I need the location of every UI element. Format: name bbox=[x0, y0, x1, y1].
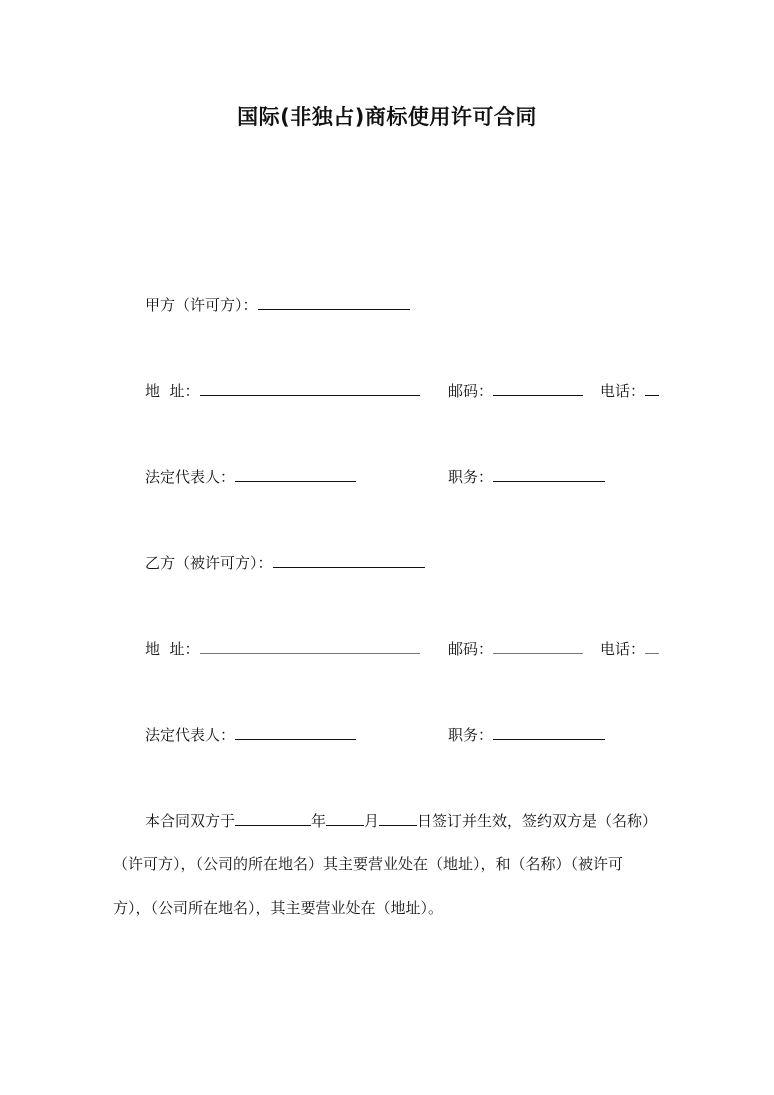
preamble-start: 本合同双方于 bbox=[145, 812, 236, 830]
party-a-position-blank[interactable] bbox=[493, 467, 605, 482]
party-b-row bbox=[145, 553, 425, 573]
party-b-postcode-label: 邮码： bbox=[448, 640, 494, 658]
preamble-line-2: （许可方），（公司的所在地名）其主要营业处在（地址），和（名称）（被许可 bbox=[113, 855, 624, 873]
party-b-rep-label: 法定代表人： bbox=[145, 726, 236, 744]
party-b-phone-label: 电话： bbox=[600, 640, 646, 658]
preamble-line-3: 方），（公司所在地名），其主要营业处在（地址）。 bbox=[113, 899, 444, 917]
party-a-postcode-label: 邮码： bbox=[448, 382, 494, 400]
party-b-postcode bbox=[448, 639, 583, 659]
preamble-line-1 bbox=[145, 811, 657, 831]
party-a-row bbox=[145, 295, 410, 315]
party-b-name-blank[interactable] bbox=[273, 553, 425, 568]
date-year-blank[interactable] bbox=[235, 811, 311, 826]
party-b-rep-blank[interactable] bbox=[235, 725, 356, 740]
party-a-rep-row bbox=[145, 467, 356, 487]
party-a-address-label: 地 址： bbox=[145, 382, 200, 400]
party-a-phone bbox=[600, 381, 659, 401]
party-a-phone-label: 电话： bbox=[600, 382, 646, 400]
party-a-address-row bbox=[145, 381, 420, 401]
party-a-position bbox=[448, 467, 605, 487]
party-b-label: 乙方（被许可方）： bbox=[145, 554, 273, 572]
party-a-postcode-blank[interactable] bbox=[493, 381, 583, 396]
party-b-address-blank[interactable] bbox=[200, 639, 420, 654]
party-a-name-blank[interactable] bbox=[258, 295, 410, 310]
party-b-rep-row bbox=[145, 725, 356, 745]
party-a-address-blank[interactable] bbox=[200, 381, 420, 396]
party-b-position-blank[interactable] bbox=[493, 725, 605, 740]
party-b-phone-blank[interactable] bbox=[645, 639, 659, 654]
party-a-postcode bbox=[448, 381, 583, 401]
party-b-address-label: 地 址： bbox=[145, 640, 200, 658]
preamble-day-text: 日签订并生效，签约双方是（名称） bbox=[417, 812, 658, 830]
party-b-position bbox=[448, 725, 605, 745]
party-a-phone-blank[interactable] bbox=[645, 381, 659, 396]
document-title: 国际(非独占)商标使用许可合同 bbox=[237, 105, 537, 129]
party-a-label: 甲方（许可方）： bbox=[145, 296, 258, 314]
date-month-blank[interactable] bbox=[326, 811, 364, 826]
party-a-rep-label: 法定代表人： bbox=[145, 468, 236, 486]
party-b-position-label: 职务： bbox=[448, 726, 494, 744]
preamble-year: 年 bbox=[311, 812, 327, 830]
preamble-month: 月 bbox=[364, 812, 380, 830]
party-a-position-label: 职务： bbox=[448, 468, 494, 486]
party-b-phone bbox=[600, 639, 659, 659]
party-b-postcode-blank[interactable] bbox=[493, 639, 583, 654]
party-b-address-row bbox=[145, 639, 420, 659]
party-a-rep-blank[interactable] bbox=[235, 467, 356, 482]
date-day-blank[interactable] bbox=[379, 811, 417, 826]
